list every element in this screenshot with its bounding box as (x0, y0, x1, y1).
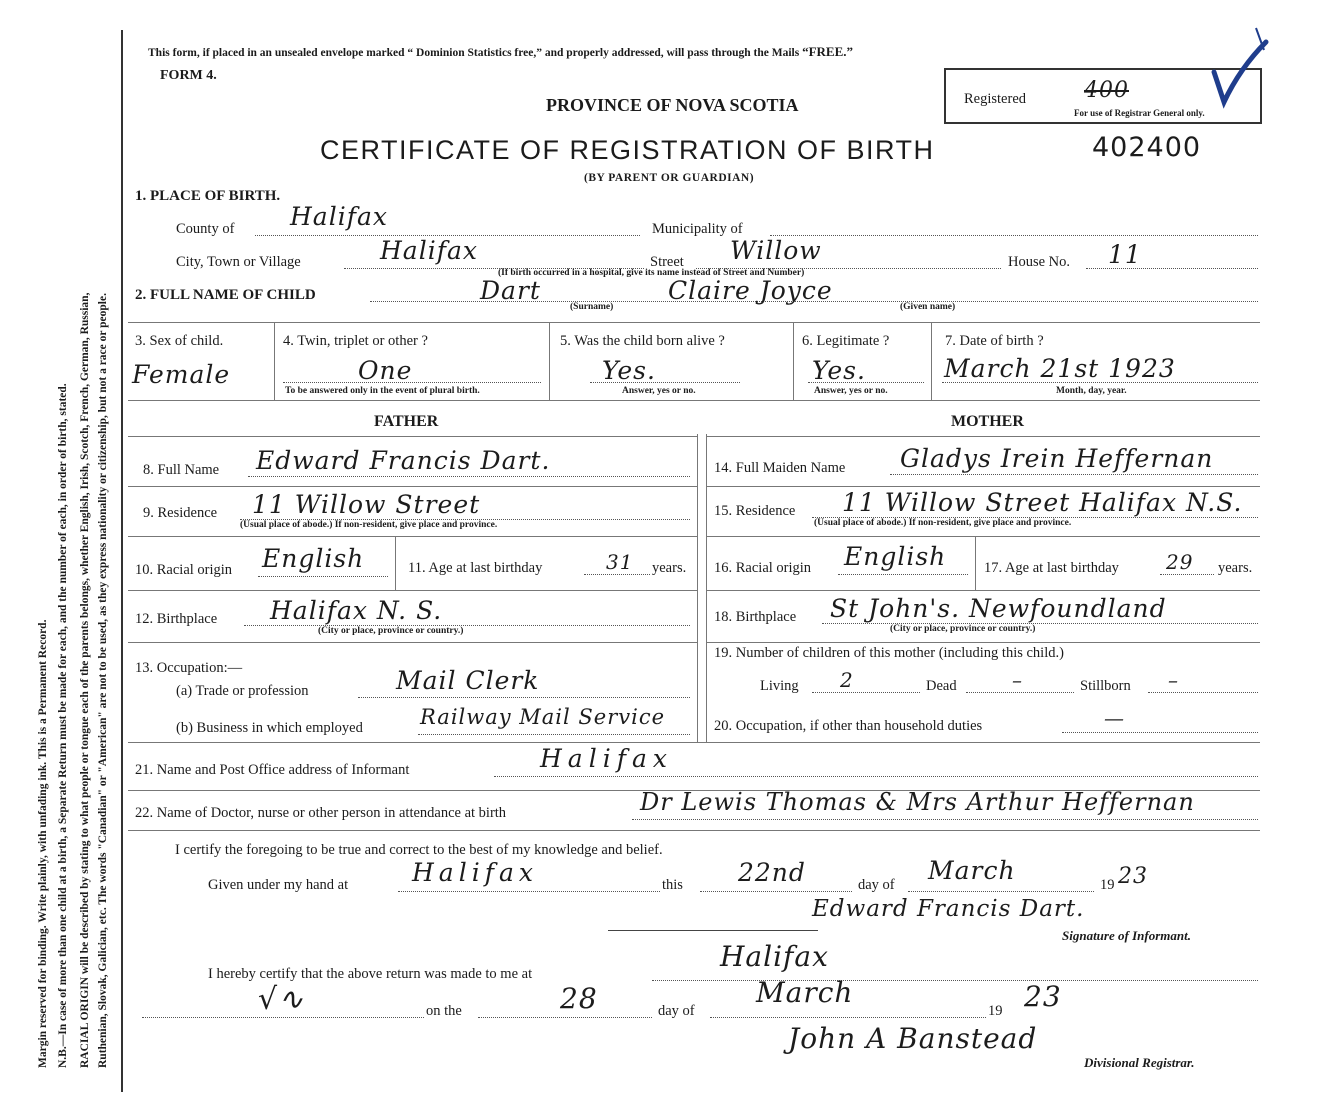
registrar-day: 28 (560, 982, 598, 1015)
this-label: this (662, 877, 683, 893)
twin-note: To be answered only in the event of plural birth. (285, 386, 480, 396)
registrar-year-prefix: 19 (988, 1003, 1003, 1019)
legitimate-note: Answer, yes or no. (814, 386, 888, 396)
dead-value: – (1012, 668, 1023, 692)
registrar-signature-label: Divisional Registrar. (1084, 1055, 1195, 1070)
page-subtitle: (BY PARENT OR GUARDIAN) (584, 172, 755, 184)
margin-rule (121, 30, 123, 1092)
father-residence-label: 9. Residence (143, 505, 218, 521)
mother-residence: 11 Willow Street Halifax N.S. (842, 488, 1243, 517)
certify-day: 22nd (738, 858, 806, 887)
business-value: Railway Mail Service (420, 705, 666, 729)
registrar-signature: John A Banstead (788, 1022, 1038, 1055)
twin-label: 4. Twin, triplet or other ? (283, 333, 428, 349)
certify-dayof-label: day of (858, 877, 895, 893)
business-label: (b) Business in which employed (176, 720, 363, 736)
registrar-year: 23 (1024, 980, 1062, 1013)
registrar-place: Halifax (720, 940, 829, 973)
mother-occupation-label: 20. Occupation, if other than household duties (714, 718, 983, 734)
father-birthplace-note: (City or place, province or country.) (318, 626, 464, 636)
dob-value: March 21st 1923 (944, 354, 1176, 383)
mother-birthplace-label: 18. Birthplace (714, 609, 797, 625)
mother-name-label: 14. Full Maiden Name (714, 460, 846, 476)
mail-notice: This form, if placed in an unsealed envelope marked “ Dominion Statistics free,” and properly addressed, will pass through the Mails “FREE.” (148, 44, 853, 59)
certify-year: 23 (1118, 864, 1148, 889)
father-birthplace-label: 12. Birthplace (135, 611, 218, 627)
mother-age-label: 17. Age at last birthday (984, 560, 1119, 576)
stillborn-label: Stillborn (1080, 678, 1131, 694)
certify-year-prefix: 19 (1100, 877, 1115, 893)
stillborn-value: – (1168, 668, 1179, 692)
father-residence: 11 Willow Street (252, 490, 481, 519)
father-race: English (262, 544, 365, 573)
father-residence-note: (Usual place of abode.) If non-resident, give place and province. (240, 520, 498, 530)
registrar-month: March (756, 976, 854, 1009)
registrar-certify-text: I hereby certify that the above return was made to me at (208, 966, 533, 982)
alive-label: 5. Was the child born alive ? (560, 333, 725, 349)
alive-note: Answer, yes or no. (622, 386, 696, 396)
trade-label: (a) Trade or profession (176, 683, 309, 699)
province-heading: PROVINCE OF NOVA SCOTIA (546, 95, 799, 115)
given-at-place: Halifax (412, 858, 538, 887)
dob-label: 7. Date of birth ? (945, 333, 1044, 349)
city-label: City, Town or Village (176, 254, 301, 270)
father-birthplace: Halifax N. S. (270, 596, 443, 625)
place-of-birth-label: 1. PLACE OF BIRTH. (135, 188, 281, 204)
mother-residence-label: 15. Residence (714, 503, 796, 519)
registrar-note: For use of Registrar General only. (1074, 108, 1205, 118)
certificate-number: 402400 (1092, 132, 1202, 163)
check-mark-icon (1210, 20, 1290, 110)
margin-racial-note-1: RACIAL ORIGIN will be described by stating to what people or tongue each of the parents belongs, whether English, Irish, Scotch, French, German, Russian, (79, 292, 91, 1068)
dead-label: Dead (926, 678, 957, 694)
mother-age: 29 (1166, 550, 1194, 574)
mother-years-label: years. (1218, 560, 1253, 576)
city-value: Halifax (380, 236, 478, 265)
margin-nb-note: N.B.—In case of more than one child at a birth, a Separate Return must be made for each, and the number of each, in order of birth, stated. (57, 383, 69, 1068)
trade-value: Mail Clerk (396, 666, 540, 695)
mother-race: English (844, 542, 947, 571)
street-value: Willow (730, 236, 822, 265)
doctor-label: 22. Name of Doctor, nurse or other person in attendance at birth (135, 805, 507, 821)
children-count-label: 19. Number of children of this mother (including this child.) (714, 645, 1064, 661)
father-years-label: years. (652, 560, 687, 576)
certify-month: March (928, 856, 1016, 885)
father-age: 31 (606, 550, 634, 574)
sex-value: Female (132, 360, 231, 389)
informant-label: 21. Name and Post Office address of Informant (135, 762, 410, 778)
margin-binding-note: Margin reserved for binding. Write plainly, with unfading ink. This is a Permanent Record. (37, 619, 49, 1068)
father-name: Edward Francis Dart. (256, 446, 551, 475)
on-the-label: on the (426, 1003, 462, 1019)
county-label: County of (176, 221, 235, 237)
father-race-label: 10. Racial origin (135, 562, 233, 578)
doctor-value: Dr Lewis Thomas & Mrs Arthur Heffernan (640, 788, 1195, 816)
registrar-dayof-label: day of (658, 1003, 695, 1019)
registrar-initials-mark: √∿ (258, 982, 305, 1017)
living-value: 2 (840, 668, 854, 692)
living-label: Living (760, 678, 799, 694)
informant-signature-label: Signature of Informant. (1062, 928, 1191, 943)
father-heading: FATHER (374, 413, 439, 430)
father-name-label: 8. Full Name (143, 462, 220, 478)
street-label: Street (650, 254, 684, 270)
father-age-label: 11. Age at last birthday (408, 560, 543, 576)
occupation-label: 13. Occupation:— (135, 660, 243, 676)
house-label: House No. (1008, 254, 1071, 270)
surname-note: (Surname) (570, 302, 614, 312)
legitimate-value: Yes. (812, 356, 866, 385)
alive-value: Yes. (602, 356, 656, 385)
mother-name: Gladys Irein Heffernan (900, 444, 1214, 473)
registered-label: Registered (964, 91, 1027, 107)
mother-heading: MOTHER (951, 413, 1024, 430)
twin-value: One (358, 356, 413, 385)
certify-text: I certify the foregoing to be true and correct to the best of my knowledge and belief. (175, 842, 663, 858)
given-at-label: Given under my hand at (208, 877, 349, 893)
municipality-label: Municipality of (652, 221, 743, 237)
informant-signature: Edward Francis Dart. (812, 896, 1085, 922)
mother-birthplace: St John's. Newfoundland (830, 594, 1167, 623)
sex-label: 3. Sex of child. (135, 333, 224, 349)
mother-race-label: 16. Racial origin (714, 560, 812, 576)
child-name-label: 2. FULL NAME OF CHILD (135, 287, 316, 303)
child-surname: Dart (480, 276, 541, 305)
child-given-name: Claire Joyce (668, 276, 833, 305)
form-number: FORM 4. (160, 68, 217, 83)
page-title: CERTIFICATE OF REGISTRATION OF BIRTH (320, 135, 935, 165)
house-value: 11 (1108, 240, 1142, 269)
mother-birthplace-note: (City or place, province or country.) (890, 624, 1036, 634)
legitimate-label: 6. Legitimate ? (802, 333, 890, 349)
informant-value: Halifax (540, 744, 673, 773)
given-note: (Given name) (900, 302, 956, 312)
margin-racial-note-2: Ruthenian, Slovak, Galician, etc. The words "Canadian" or "American" are not to be used, as they express nationality or citizenship, but not a race or people. (97, 293, 109, 1068)
hospital-note: (If birth occurred in a hospital, give its name instead of Street and Number) (498, 268, 805, 278)
registered-number: 400 (1084, 78, 1129, 103)
mother-residence-note: (Usual place of abode.) If non-resident, give place and province. (814, 518, 1072, 528)
county-value: Halifax (290, 202, 388, 231)
dob-note: Month, day, year. (1056, 386, 1127, 396)
mother-occupation: — (1104, 706, 1125, 730)
